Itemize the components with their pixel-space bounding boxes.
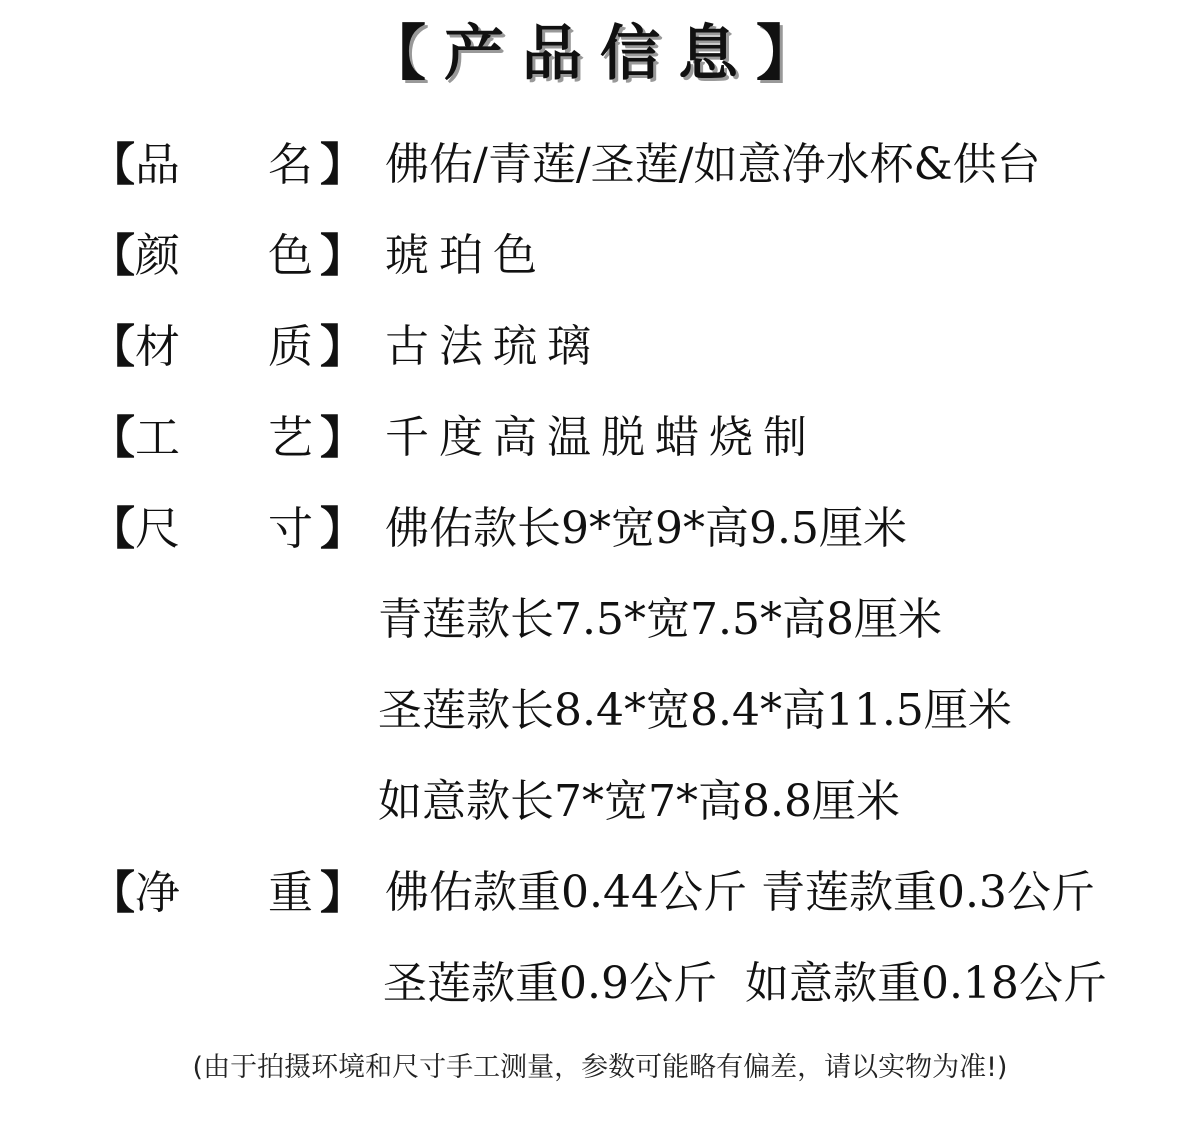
label-char-1: 材	[135, 320, 181, 373]
label-open-bracket: 【	[90, 138, 136, 191]
title-close-bracket: 】	[756, 19, 834, 89]
spec-row-weight	[90, 863, 1190, 933]
label-char-2: 寸	[268, 502, 314, 555]
label-close-bracket: 】	[319, 138, 365, 191]
spec-row-material	[90, 317, 1190, 387]
spec-row-size	[90, 499, 1190, 569]
label-close-bracket: 】	[319, 411, 365, 464]
label-char-2: 色	[268, 229, 314, 282]
label-char-2: 艺	[268, 411, 314, 464]
title-text: 产品信息	[444, 19, 756, 89]
label-char-2: 质	[268, 320, 314, 373]
spec-value: 琥珀色	[385, 230, 547, 281]
label-open-bracket: 【	[90, 229, 136, 282]
page-title	[0, 18, 1200, 90]
label-close-bracket: 】	[319, 229, 365, 282]
label-char-1: 品	[135, 138, 181, 191]
spec-label	[90, 226, 365, 286]
label-char-2: 名	[268, 138, 314, 191]
label-open-bracket: 【	[90, 411, 136, 464]
spec-label	[90, 863, 365, 923]
label-char-1: 工	[135, 411, 181, 464]
spec-value: 佛佑款长9*宽9*高9.5厘米	[385, 503, 907, 554]
spec-value: 佛佑/青莲/圣莲/如意净水杯&供台	[385, 139, 1041, 190]
spec-value: 千度高温脱蜡烧制	[385, 412, 817, 463]
title-open-bracket: 【	[366, 19, 444, 89]
spec-value: 古法琉璃	[385, 321, 601, 372]
size-line-shenglian: 圣莲款长8.4*宽8.4*高11.5厘米	[378, 685, 1012, 736]
spec-row-craft	[90, 408, 1190, 478]
label-char-1: 尺	[135, 502, 181, 555]
label-open-bracket: 【	[90, 502, 136, 555]
label-char-1: 净	[135, 866, 181, 919]
label-char-1: 颜	[135, 229, 181, 282]
size-line-qinglian: 青莲款长7.5*宽7.5*高8厘米	[378, 594, 942, 645]
label-open-bracket: 【	[90, 320, 136, 373]
spec-label	[90, 135, 365, 195]
weight-line-2: 圣莲款重0.9公斤 如意款重0.18公斤	[383, 958, 1107, 1009]
spec-row-color	[90, 226, 1190, 296]
disclaimer-note: (由于拍摄环境和尺寸手工测量，参数可能略有偏差，请以实物为准!)	[192, 1052, 1008, 1083]
spec-value: 佛佑款重0.44公斤 青莲款重0.3公斤	[385, 867, 1095, 918]
spec-row-name	[90, 135, 1190, 205]
spec-label	[90, 317, 365, 377]
label-close-bracket: 】	[319, 866, 365, 919]
label-open-bracket: 【	[90, 866, 136, 919]
label-close-bracket: 】	[319, 320, 365, 373]
spec-label	[90, 408, 365, 468]
spec-label	[90, 499, 365, 559]
label-char-2: 重	[268, 866, 314, 919]
size-line-ruyi: 如意款长7*宽7*高8.8厘米	[378, 776, 900, 827]
label-close-bracket: 】	[319, 502, 365, 555]
